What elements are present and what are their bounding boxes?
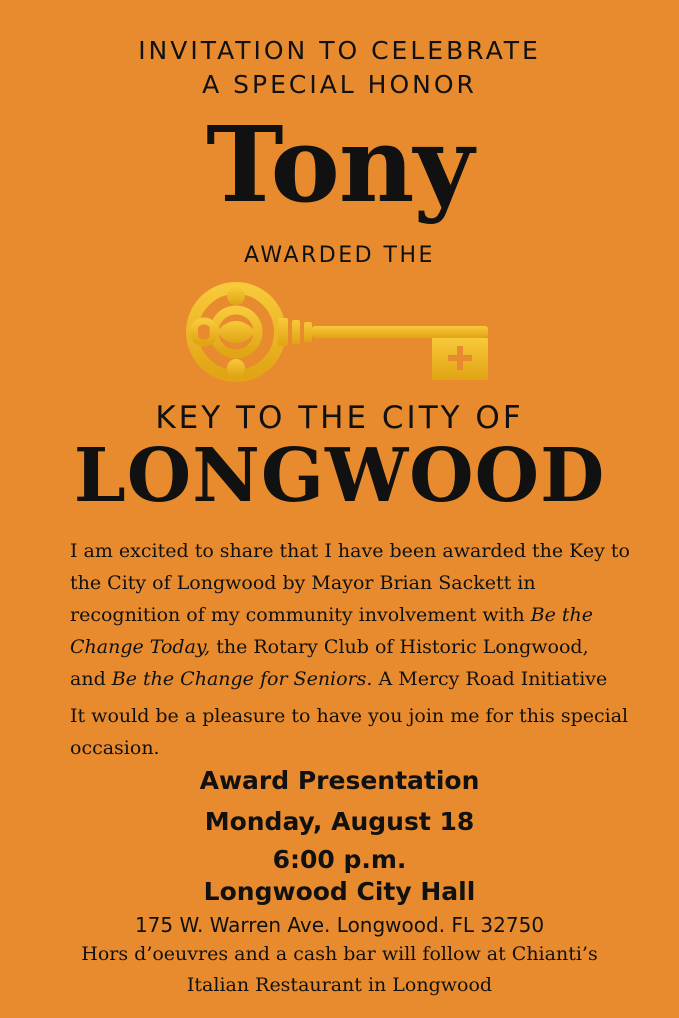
org-be-the-change-for-seniors: Be the Change for Seniors.: [111, 668, 373, 690]
honoree-name: Tony: [206, 103, 473, 226]
event-venue: Longwood City Hall: [203, 877, 476, 906]
event-title: Award Presentation: [199, 766, 480, 795]
golden-key-icon: [186, 280, 490, 386]
awarded-the-label: AWARDED THE: [244, 243, 435, 268]
message-paragraph: [70, 535, 630, 695]
event-date: Monday, August 18: [204, 807, 475, 836]
header-line-2: A SPECIAL HONOR: [202, 70, 477, 99]
message-part-2: the Rotary Club of Historic Longwood, and: [70, 636, 589, 690]
city-name: LONGWOOD: [73, 433, 606, 519]
invite-paragraph: It would be a pleasure to have you join me for this special occasion.: [70, 705, 629, 759]
org-be-the-change-today: Be the Change Today,: [70, 604, 594, 658]
key-to-city-label: KEY TO THE CITY OF: [155, 400, 524, 436]
reception-note-line-2: Italian Restaurant in Longwood: [186, 974, 493, 996]
header-line-1: INVITATION TO CELEBRATE: [138, 36, 541, 65]
event-time: 6:00 p.m.: [272, 845, 407, 874]
reception-note-line-1: Hors d’oeuvres and a cash bar will follow at Chianti’s: [81, 943, 598, 965]
message-part-1: I am excited to share that I have been awarded the Key to the City of Longwood by Mayor Brian Sackett in recognition of my community involvement with: [70, 540, 630, 626]
event-address: 175 W. Warren Ave. Longwood. FL 32750: [134, 913, 545, 937]
message-part-3: A Mercy Road Initiative: [372, 668, 608, 690]
